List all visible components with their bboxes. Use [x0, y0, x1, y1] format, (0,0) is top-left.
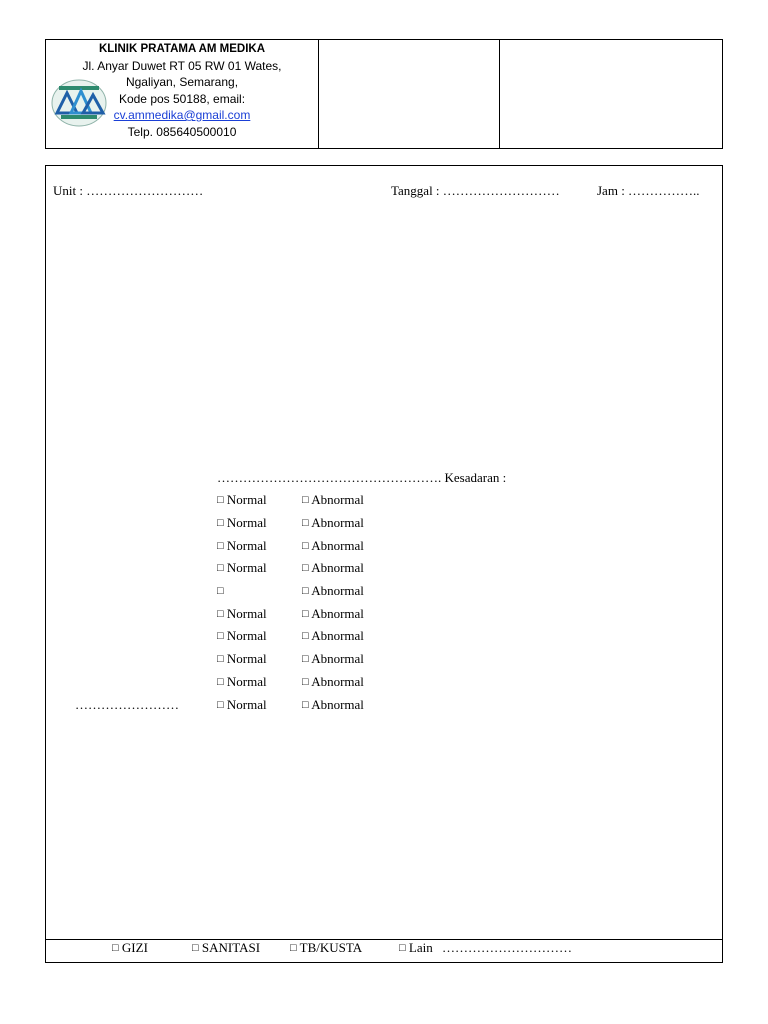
- clinic-logo-icon: [51, 79, 107, 127]
- abnormal-option[interactable]: [302, 674, 364, 691]
- form-body: [45, 165, 723, 963]
- abnormal-label: Abnormal: [311, 583, 364, 598]
- tb-kusta-label: TB/KUSTA: [299, 940, 363, 955]
- gizi-option[interactable]: [112, 940, 148, 957]
- normal-option[interactable]: [217, 606, 267, 623]
- normal-option[interactable]: [217, 515, 267, 532]
- normal-label: Normal: [226, 560, 267, 575]
- clinic-header-table: [45, 39, 723, 149]
- abnormal-option[interactable]: [302, 538, 364, 555]
- abnormal-option[interactable]: [302, 583, 364, 600]
- checkbox-icon[interactable]: □: [217, 540, 224, 552]
- normal-option[interactable]: [217, 492, 267, 509]
- date-field[interactable]: Tanggal : ………………………: [391, 183, 560, 198]
- checkbox-icon[interactable]: □: [302, 608, 309, 620]
- normal-label: Normal: [226, 538, 267, 553]
- clinic-address-line1: Jl. Anyar Duwet RT 05 RW 01 Wates,: [82, 58, 282, 73]
- header-cell-3: [499, 40, 722, 148]
- clinic-address-line2: Ngaliyan, Semarang,: [125, 75, 239, 89]
- normal-label: Normal: [226, 515, 267, 530]
- checkbox-icon[interactable]: □: [399, 942, 406, 954]
- checkbox-icon[interactable]: □: [217, 494, 224, 506]
- abnormal-option[interactable]: [302, 606, 364, 623]
- normal-option[interactable]: [217, 697, 267, 714]
- checkbox-icon[interactable]: □: [192, 942, 199, 954]
- normal-label: Normal: [226, 697, 267, 712]
- header-cell-2: [318, 40, 499, 148]
- abnormal-option[interactable]: [302, 697, 364, 714]
- normal-label: Normal: [226, 674, 267, 689]
- abnormal-label: Abnormal: [311, 674, 364, 689]
- sanitasi-label: SANITASI: [201, 940, 261, 955]
- checkbox-icon[interactable]: □: [302, 585, 309, 597]
- clinic-postal-line: Kode pos 50188, email:: [118, 91, 246, 106]
- normal-label: Normal: [226, 492, 267, 507]
- time-field[interactable]: Jam : ……………..: [597, 183, 700, 198]
- abnormal-option[interactable]: [302, 628, 364, 645]
- gizi-label: GIZI: [121, 940, 148, 955]
- abnormal-option[interactable]: [302, 515, 364, 532]
- clinic-phone: Telp. 085640500010: [127, 124, 237, 139]
- normal-label: Normal: [226, 651, 267, 666]
- abnormal-label: Abnormal: [311, 515, 364, 530]
- abnormal-option[interactable]: [302, 492, 364, 509]
- checkbox-icon[interactable]: □: [302, 517, 309, 529]
- checkbox-icon[interactable]: □: [217, 608, 224, 620]
- unit-field[interactable]: Unit : ………………………: [53, 183, 204, 198]
- checkbox-icon[interactable]: □: [290, 942, 297, 954]
- tb-kusta-option[interactable]: [290, 940, 362, 957]
- normal-option[interactable]: [217, 560, 267, 577]
- checkbox-icon[interactable]: □: [217, 585, 224, 597]
- lain-dotted-field[interactable]: …………………………: [441, 940, 572, 955]
- abnormal-label: Abnormal: [311, 560, 364, 575]
- checkbox-icon[interactable]: □: [217, 699, 224, 711]
- checkbox-icon[interactable]: □: [217, 676, 224, 688]
- abnormal-label: Abnormal: [311, 697, 364, 712]
- normal-label: Normal: [226, 628, 267, 643]
- abnormal-option[interactable]: [302, 651, 364, 668]
- lain-option[interactable]: [399, 940, 572, 957]
- normal-option[interactable]: [217, 628, 267, 645]
- left-dotted-field[interactable]: ……………………: [75, 697, 179, 712]
- abnormal-label: Abnormal: [311, 628, 364, 643]
- abnormal-label: Abnormal: [311, 606, 364, 621]
- checkbox-icon[interactable]: □: [217, 517, 224, 529]
- checkbox-icon[interactable]: □: [217, 562, 224, 574]
- normal-option[interactable]: [217, 651, 267, 668]
- checkbox-icon[interactable]: □: [302, 653, 309, 665]
- abnormal-option[interactable]: [302, 560, 364, 577]
- normal-label: Normal: [226, 606, 267, 621]
- lain-label: Lain: [408, 940, 433, 955]
- abnormal-label: Abnormal: [311, 651, 364, 666]
- normal-option[interactable]: [217, 674, 267, 691]
- sanitasi-option[interactable]: [192, 940, 260, 957]
- kesadaran-field[interactable]: ……………………………………………. Kesadaran :: [217, 470, 507, 485]
- abnormal-label: Abnormal: [311, 538, 364, 553]
- checkbox-icon[interactable]: □: [302, 494, 309, 506]
- checkbox-icon[interactable]: □: [302, 540, 309, 552]
- checkbox-icon[interactable]: □: [112, 942, 119, 954]
- normal-option[interactable]: [217, 538, 267, 555]
- checkbox-icon[interactable]: □: [217, 630, 224, 642]
- clinic-name: KLINIK PRATAMA AM MEDIKA: [98, 43, 266, 55]
- normal-option[interactable]: [217, 583, 224, 600]
- checkbox-icon[interactable]: □: [302, 699, 309, 711]
- checkbox-icon[interactable]: □: [302, 630, 309, 642]
- checkbox-icon[interactable]: □: [302, 676, 309, 688]
- abnormal-label: Abnormal: [311, 492, 364, 507]
- checkbox-icon[interactable]: □: [217, 653, 224, 665]
- checkbox-icon[interactable]: □: [302, 562, 309, 574]
- clinic-email-link[interactable]: cv.ammedika@gmail.com: [113, 108, 251, 122]
